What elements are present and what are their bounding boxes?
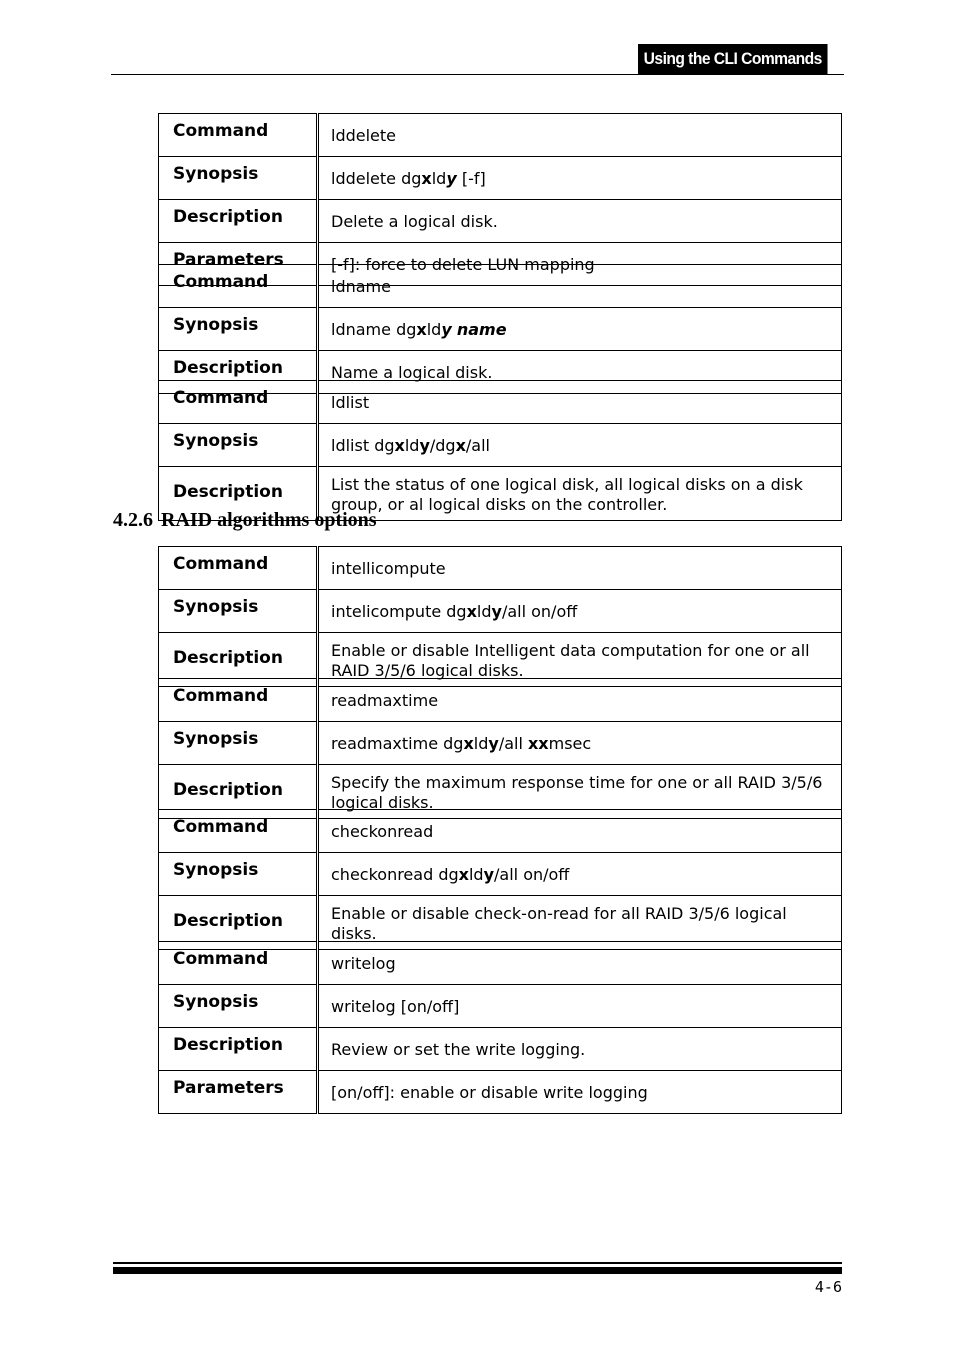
row-label-synopsis: Synopsis	[159, 308, 318, 351]
row-label-synopsis: Synopsis	[159, 722, 318, 765]
command-description: Specify the maximum response time for one or all RAID 3/5/6 logical disks.	[318, 765, 842, 819]
table-row-synopsis	[159, 985, 842, 1028]
command-name: ldlist	[318, 381, 842, 424]
row-label-synopsis: Synopsis	[159, 590, 318, 633]
row-label-synopsis: Synopsis	[159, 985, 318, 1028]
command-synopsis: lddelete dgxldy [-f]	[318, 157, 842, 200]
table-row-parameters	[159, 1071, 842, 1114]
row-label-command: Command	[159, 679, 318, 722]
row-label-parameters: Parameters	[159, 243, 318, 286]
command-description: Delete a logical disk.	[318, 200, 842, 243]
footer-rule-thick	[113, 1267, 842, 1274]
row-label-command: Command	[159, 547, 318, 590]
command-name: checkonread	[318, 810, 842, 853]
command-table-checkonread	[158, 809, 842, 950]
table-row-synopsis	[159, 157, 842, 200]
section-title: RAID algorithms options	[161, 509, 377, 531]
command-name: lddelete	[318, 114, 842, 157]
row-label-parameters: Parameters	[159, 1071, 318, 1114]
command-table-intellicompute	[158, 546, 842, 687]
row-label-command: Command	[159, 381, 318, 424]
table-row-command	[159, 679, 842, 722]
command-parameters: [on/off]: enable or disable write logging	[318, 1071, 842, 1114]
command-synopsis: readmaxtime dgxldy/all xxmsec	[318, 722, 842, 765]
row-label-command: Command	[159, 265, 318, 308]
command-synopsis: ldname dgxldy name	[318, 308, 842, 351]
table-row-command	[159, 942, 842, 985]
table-row-command	[159, 547, 842, 590]
running-header-title: Using the CLI Commands	[638, 44, 828, 75]
command-parameters: [-f]: force to delete LUN mapping	[318, 243, 842, 286]
command-description: Review or set the write logging.	[318, 1028, 842, 1071]
command-synopsis: intelicompute dgxldy/all on/off	[318, 590, 842, 633]
row-label-description: Description	[159, 765, 318, 819]
row-label-description: Description	[159, 633, 318, 687]
command-table-readmaxtime	[158, 678, 842, 819]
table-row-synopsis	[159, 853, 842, 896]
row-label-description: Description	[159, 200, 318, 243]
row-label-description: Description	[159, 1028, 318, 1071]
row-label-command: Command	[159, 942, 318, 985]
command-description: Name a logical disk.	[318, 351, 842, 394]
row-label-command: Command	[159, 810, 318, 853]
page-number: 4-6	[814, 1278, 842, 1296]
row-label-synopsis: Synopsis	[159, 853, 318, 896]
command-table-ldname	[158, 264, 842, 394]
command-description: Enable or disable check-on-read for all RAID 3/5/6 logical disks.	[318, 896, 842, 950]
command-name: intellicompute	[318, 547, 842, 590]
command-name: readmaxtime	[318, 679, 842, 722]
command-synopsis: writelog [on/off]	[318, 985, 842, 1028]
table-row-synopsis	[159, 424, 842, 467]
row-label-command: Command	[159, 114, 318, 157]
row-label-description: Description	[159, 467, 318, 521]
row-label-description: Description	[159, 896, 318, 950]
command-name: ldname	[318, 265, 842, 308]
row-label-synopsis: Synopsis	[159, 157, 318, 200]
command-name: writelog	[318, 942, 842, 985]
table-row-command	[159, 265, 842, 308]
table-row-command	[159, 810, 842, 853]
command-description: Enable or disable Intelligent data computation for one or all RAID 3/5/6 logical disks.	[318, 633, 842, 687]
command-table-lddelete	[158, 113, 842, 286]
footer-rule-thin	[113, 1262, 842, 1264]
table-row-synopsis	[159, 590, 842, 633]
section-heading	[113, 509, 377, 532]
table-row-command	[159, 114, 842, 157]
table-row-synopsis	[159, 722, 842, 765]
row-label-description: Description	[159, 351, 318, 394]
command-synopsis: checkonread dgxldy/all on/off	[318, 853, 842, 896]
command-table-ldlist	[158, 380, 842, 521]
section-number: 4.2.6	[113, 509, 153, 531]
command-table-writelog	[158, 941, 842, 1114]
table-row-description	[159, 1028, 842, 1071]
command-synopsis: ldlist dgxldy/dgx/all	[318, 424, 842, 467]
table-row-synopsis	[159, 308, 842, 351]
table-row-description	[159, 200, 842, 243]
row-label-synopsis: Synopsis	[159, 424, 318, 467]
header-rule	[111, 74, 844, 75]
command-description: List the status of one logical disk, all logical disks on a disk group, or al logical disks on the controller.	[318, 467, 842, 521]
table-row-command	[159, 381, 842, 424]
